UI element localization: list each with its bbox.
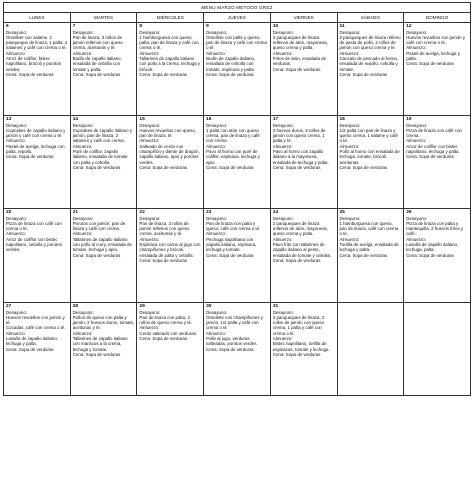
day-menu-text: Desayuno: Pan de linaza con palta y queso, café con crema o té. Almuerzo: Pechuga napolitana con zapallo italiano, espinaca, lechuga y tomate. Cena: Sopa de verduras [206,215,261,258]
day-number: 24 [272,210,279,215]
week-row [4,303,471,396]
weekday-header: MARTES [70,13,137,23]
day-menu-text: Desayuno: Porotos con jamón, pan de linaza y café con crema. Almuerzo: Tallarines de zapallo italiano con pollo al curry, ensalada de tomate, lechuga y apio. Cena: Sopa de verduras [72,215,132,258]
day-menu-text: Desayuno: Cupcakes de zapallo italiano y jamón y café con crema o té. Almuerzo: Pastel de acelga, lechuga con palta, repollo. Cena: Sopa de verduras [6,122,66,160]
day-cell [137,116,204,209]
day-cell [404,303,471,396]
day-menu-text: Desayuno: Omelette con champiñones y jamón, 1/2 palta y café con crema o té. Almuerzo: Pollo al jugo, verduras salteadas, porotos verdes. Cena: Sopa de verduras [206,309,263,352]
day-cell [70,23,137,116]
day-cell [204,23,271,116]
day-menu-text: Desayuno: Pan de linaza con palta, 2 rollos de queso crema y té. Almuerzo: Cerdo salteado con verduras. Cena: Sopa de verduras. [139,309,198,342]
day-cell [404,116,471,209]
day-cell [270,303,337,396]
weekday-header: SÁBADO [337,13,404,23]
weekday-header: VIERNES [270,13,337,23]
day-menu-text: Desayuno: 1/2 palta con pan de linaza y queso crema, 1 salame y café o té. Almuerzo: Pollo al horno con ensalada de lechuga, tomate, brócoli, aceitunas. Cena: Sopa de verduras [339,122,400,170]
day-menu-text: Desayuno: Huevos revueltos con jamón y té. Cocadas, café con crema o té. Almuerzo: Lasaña de zapallo italiano, lechuga y palta. Cena: Sopa de verduras [6,309,66,352]
day-menu-text: Desayuno: 2 panqueques de linaza relleno de pasta de pollo, 2 rollos de jamón con queso crema y té. Almuerzo: Cancato de pescado al horno, ensalada de repollo, cebolla y tomate. Cena: Sopa de verduras [339,29,401,77]
day-cell [70,303,137,396]
day-number: 16 [206,117,212,122]
day-cell [204,303,271,396]
day-number: 12 [406,24,412,29]
weekday-header: LUNES [4,13,71,23]
day-menu-text: Desayuno: Omellete con palta y queso, pan de linaza y café con crema o té. Almuerzo: Budín de zapallo italiano, ensalada de cebolla con tomate, espinaca y palta. Cena: Sopa de verduras [206,29,267,77]
day-menu-text: Desayuno: 2 panqueques de linaza rellenos de atún, mayonesa, queso crema y palta. Almuerzo: Pavo frito con tallarines de zapallo italiano al pesto, ensalada de tomate y cebolla. Cena: Sopa de verduras [272,215,332,263]
day-menu-text: Desayuno: Huevos revueltos con jamón y café con crema o té. Almuerzo: Pastel de acelga, lechuga y palta. Cena: Sopa de verduras [406,29,466,67]
day-number: 13 [6,117,12,122]
day-number: 17 [272,117,279,122]
day-menu-text: Desayuno: Pizza de linaza con café con crema o té. Almuerzo: Arroz de coliflor con bistec napolitano, cebolla y porotos verdes. [6,215,62,253]
day-menu-text: Desayuno: 2 panqueques de linaza rellenos de atún, mayonesa, queso crema y palta. Almuerzo: Fritos de atún, ensalada de verduras. Cena: Sopa de verduras [272,29,328,72]
day-cell [137,303,204,396]
day-number: 7 [72,24,76,29]
day-cell [4,303,71,396]
day-number: 22 [139,210,145,215]
day-number: 21 [72,210,79,215]
day-number: 10 [272,24,279,29]
weekday-header: JUEVES [204,13,271,23]
day-cell [204,209,271,303]
day-cell [337,116,404,209]
day-cell [404,209,471,303]
day-menu-text: Desayuno: Pan de linaza, 3 rollos de jamón rellenos con queso crema, aceitunas y té. Almuerzo: Espinaca con carne al jugo con champiñones y brócoli, ensalada de palta y cebolla. Cena: Sopa de verduras [139,215,201,263]
menu-title: MENU MARZO METODO GREZ [4,3,471,13]
week-row [4,116,471,209]
week-row [4,23,471,116]
day-menu-text: Desayuno: Omellete con salame, 1 panqueque de linaza, 1 palta, 2 salames y café con crema o té. Almuerzo: Arroz de coliflor, bistec napolitano, brócoli y porotos verdes. Cena: Sopa de verduras [6,29,68,77]
day-cell [70,116,137,209]
day-menu-text: Desayuno: 2 huevos duros, 3 rollos de jamón con queso crema, 1 palta y té. Almuerzo: Pavo al horno con zapallo italiano a la mayonesa, ensalada de lechuga y palta. Cena: Sopa de verduras [272,122,329,170]
day-cell [270,116,337,209]
day-menu-text: Desayuno: Cupcakes de zapallo italiano y jamón, pan de linaza, 2 salames y café con crema. Almuerzo: Puré de coliflor, zapallo italiano, ensalada de tomate con palta y cebolla. Cena: Sopa de verduras [72,122,133,170]
day-cell [337,303,404,396]
day-cell [270,23,337,116]
weekday-header: MIÉRCOLES [137,13,204,23]
day-menu-text: Desayuno: Pan de linaza, 3 rollos de jamón rellenos con queso crema, aceitunas y té. Almuerzo: Budín de zapallo italiano, ensalada de cebolla con tomate y palta. Cena: Sopa de verduras [72,29,123,77]
day-number: 25 [339,210,345,215]
menu-calendar [3,2,471,488]
day-cell [270,209,337,303]
day-number: 19 [406,117,412,122]
day-number: 14 [72,117,79,122]
day-number: 27 [6,304,12,309]
day-number: 9 [206,24,209,29]
menu-table [3,2,471,396]
day-number: 29 [139,304,145,309]
day-cell [4,116,71,209]
day-number: 28 [72,304,79,309]
day-cell [137,23,204,116]
day-menu-text: Desayuno: Pizza de linaza con palta y mantequilla, 2 huevos fritos y café. Almuerzo: Lasaña de zapallo italiano, lechuga, palta. Cena: Sopa de verduras [406,215,464,258]
day-number: 18 [339,117,345,122]
weekday-header-row [4,13,471,23]
day-cell [137,209,204,303]
day-number: 11 [339,24,345,29]
day-number: 6 [6,24,9,29]
day-number: 15 [139,117,145,122]
day-cell [4,209,71,303]
day-cell [404,23,471,116]
day-menu-text: Desayuno: 1 palta con atún con queso crema, pan de linaza y café con crema. Almuerzo: Pavo al horno con puré de coliflor, espinaca, lechuga y apio. Cena: Sopa de verduras [206,122,260,170]
day-menu-text: Desayuno: 2 panqueques de linaza, 2 rollos de jamón con queso crema, 1 palta y café con crema o té. Almuerzo: Bistec napolitano, tortilla de espinacas, tomate y lechuga. Cena: Sopa de verduras [272,309,330,357]
day-menu-text: Desayuno: Huevos revueltos con queso, pan de linaza, té. Almuerzo: Salteado de cerdo con champiñón y diente de dragón, zapallo italiano, apio y porotos verdes. Cena: Sopa de verduras [139,122,200,170]
day-number: 23 [206,210,212,215]
week-row [4,209,471,303]
day-menu-text: Desayuno: Rollos de queso con palta y jamón, 2 huevos duros, tomate, aceitunas y té. Almuerzo: Tallarines de zapallo italiano con mariscos a la crema, lechuga y tomate. Cena: Sopa de verduras [72,309,135,357]
day-menu-text: Desayuno: 1 hamburguesa con queso, palta, pan de linaza y café con crema o té. Almuerzo: Tallarines de zapallo italiano con pollo a la crema, lechuga y brócoli. Cena: Sopa de verduras [139,29,200,77]
day-number: 8 [139,24,143,29]
day-number: 30 [206,304,212,309]
day-number: 26 [406,210,412,215]
day-cell [204,116,271,209]
day-number: 31 [272,304,279,309]
day-cell [70,209,137,303]
day-cell [4,23,71,116]
day-menu-text: Desayuno: Pizza de linaza con café con crema. Almuerzo: Arroz de coliflor con bistec napolitano, lechuga y palta. Cena: Sopa de verduras [406,122,462,160]
day-menu-text: Desayuno: 1 hamburguesa con queso, pan de linaza, café con crema o té. Almuerzo: Tortilla de acelga, ensalada de lechuga y palta. Cena: Sopa de verduras [339,215,399,258]
day-cell [337,209,404,303]
weekday-header: DOMINGO [404,13,471,23]
day-cell [337,23,404,116]
day-number: 20 [6,210,12,215]
